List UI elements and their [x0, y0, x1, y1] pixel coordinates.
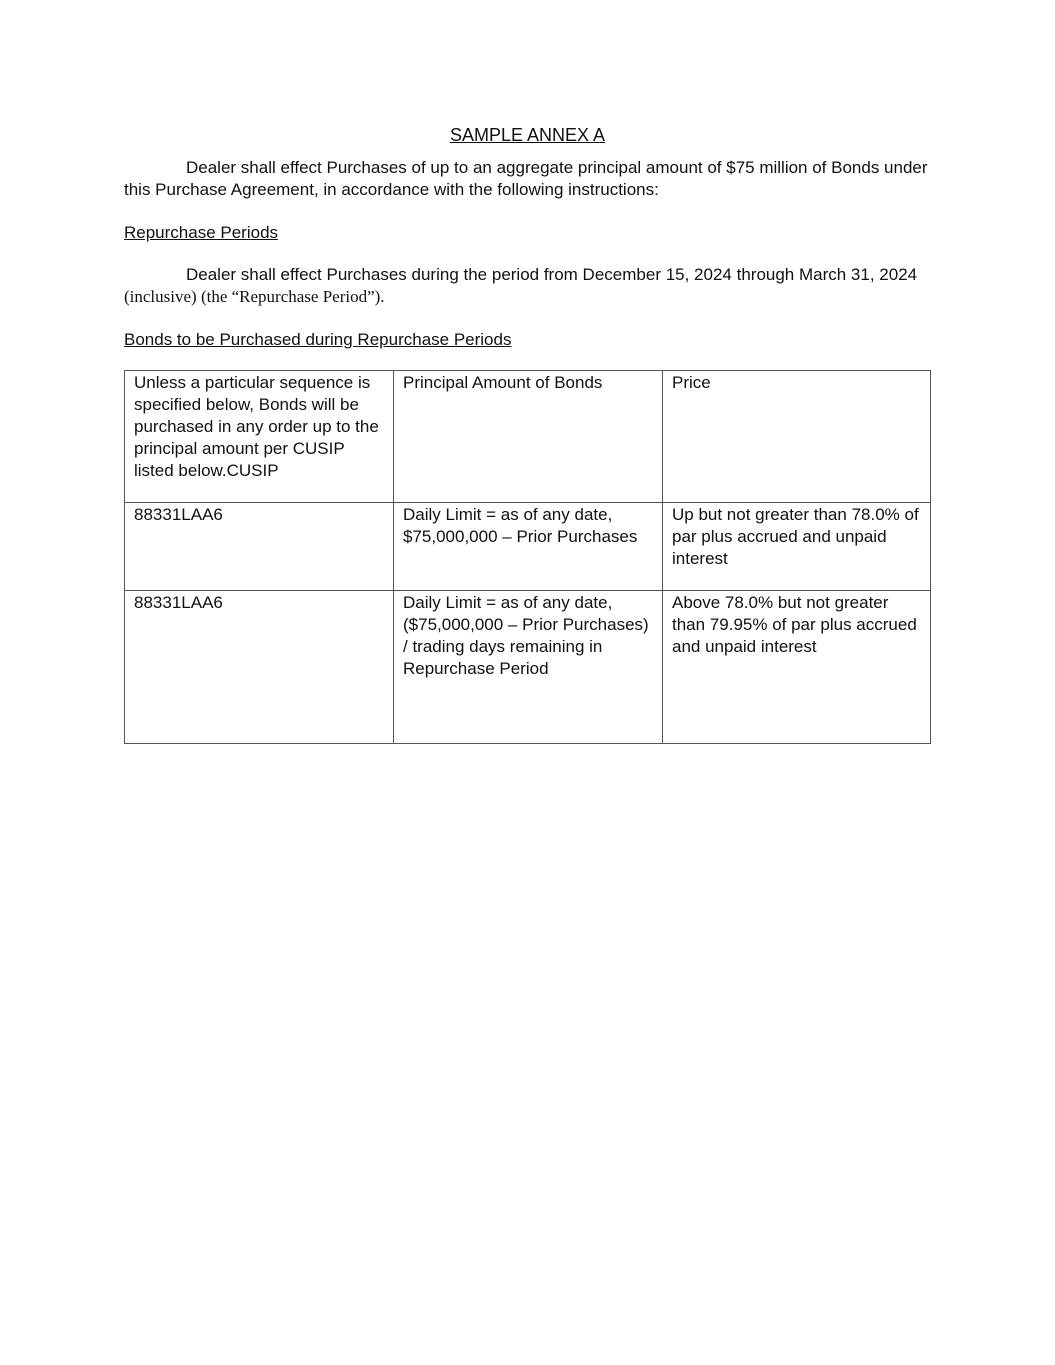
- repurchase-period-paragraph: [124, 264, 934, 308]
- document-title: SAMPLE ANNEX A: [449, 125, 606, 145]
- repurchase-periods-heading: Repurchase Periods: [124, 223, 279, 242]
- cell-price: Above 78.0% but not greater than 79.95% of par plus accrued and unpaid interest: [663, 591, 931, 744]
- table-row: [125, 591, 931, 744]
- intro-text: Dealer shall effect Purchases of up to an aggregate principal amount of $75 million of Bonds under this Purchase Agreement, in accordance with the following instructions:: [124, 158, 928, 199]
- header-price: Price: [663, 371, 931, 503]
- table-header-row: [125, 371, 931, 503]
- cell-cusip: 88331LAA6: [125, 503, 394, 591]
- table-row: [125, 503, 931, 591]
- header-cusip: Unless a particular sequence is specified below, Bonds will be purchased in any order up to the principal amount per CUSIP listed below.CUSIP: [125, 371, 394, 503]
- repurchase-period-text-serif: (inclusive) (the “Repurchase Period”).: [124, 287, 385, 306]
- repurchase-period-text: Dealer shall effect Purchases during the period from December 15, 2024 through March 31, 2024: [186, 265, 918, 284]
- cell-amount: Daily Limit = as of any date, ($75,000,000 – Prior Purchases) / trading days remaining in Repurchase Period: [394, 591, 663, 744]
- cell-amount: Daily Limit = as of any date, $75,000,000 – Prior Purchases: [394, 503, 663, 591]
- cell-cusip: 88331LAA6: [125, 591, 394, 744]
- header-principal-amount: Principal Amount of Bonds: [394, 371, 663, 503]
- intro-paragraph: [124, 157, 934, 201]
- bonds-table: [124, 370, 931, 744]
- bonds-purchased-heading: Bonds to be Purchased during Repurchase Periods: [124, 330, 512, 349]
- cell-price: Up but not greater than 78.0% of par plus accrued and unpaid interest: [663, 503, 931, 591]
